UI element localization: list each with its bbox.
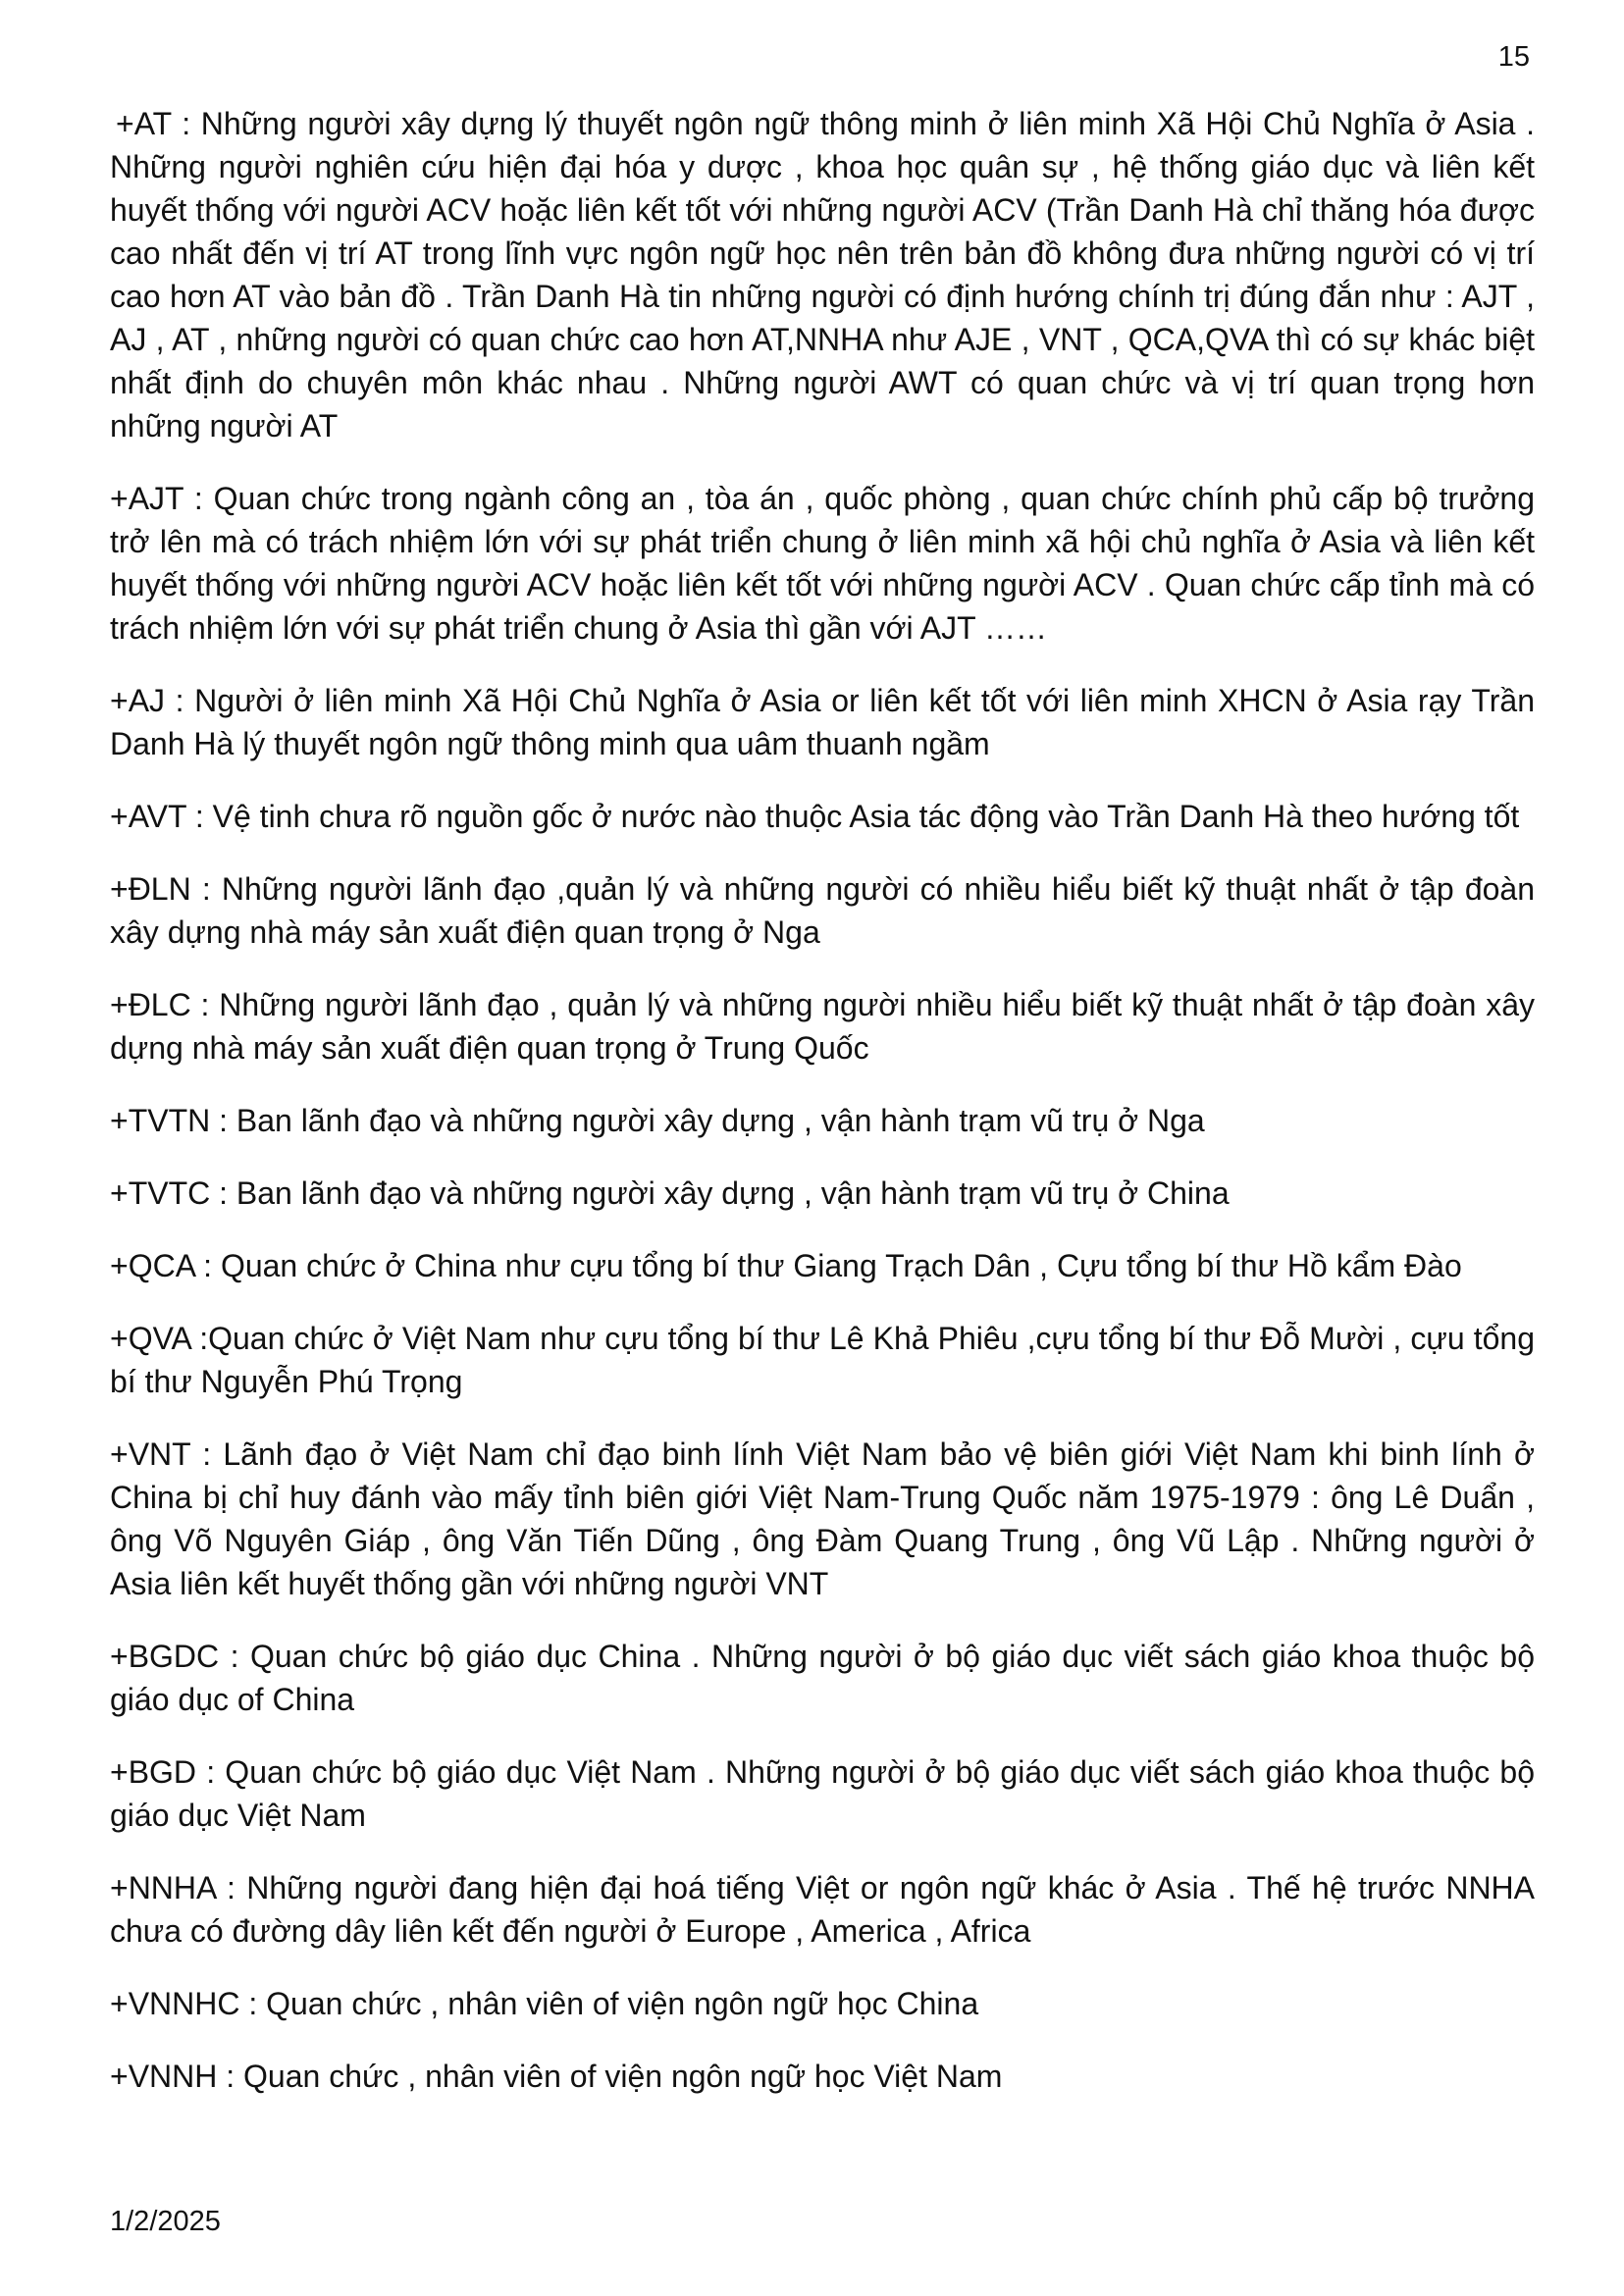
entry-bgd: +BGD : Quan chức bộ giáo dục Việt Nam . Những người ở bộ giáo dục viết sách giáo khoa thuộc bộ giáo dục Việt Nam — [110, 1754, 1535, 1833]
entry-tvtc: +TVTC : Ban lãnh đạo và những người xây dựng , vận hành trạm vũ trụ ở China — [110, 1175, 1230, 1211]
entry-qva: +QVA :Quan chức ở Việt Nam như cựu tổng bí thư Lê Khả Phiêu ,cựu tổng bí thư Đỗ Mười , cựu tổng bí thư Nguyễn Phú Trọng — [110, 1321, 1535, 1399]
entry-vnt: +VNT : Lãnh đạo ở Việt Nam chỉ đạo binh lính Việt Nam bảo vệ biên giới Việt Nam khi binh lính ở China bị chỉ huy đánh vào mấy tỉnh biên giới Việt Nam-Trung Quốc năm 1975-1979 : ông Lê Duẩn , ông Võ Nguyên Giáp , ông Văn Tiến Dũng , ông Đàm Quang Trung , ông Vũ Lập . Những người ở Asia liên kết huyết thống gần với những người VNT — [110, 1436, 1535, 1601]
footer-date: 1/2/2025 — [110, 2206, 221, 2237]
entry-dlc: +ĐLC : Những người lãnh đạo , quản lý và những người nhiều hiểu biết kỹ thuật nhất ở tập đoàn xây dựng nhà máy sản xuất điện quan trọng ở Trung Quốc — [110, 987, 1535, 1066]
entry-dln: +ĐLN : Những người lãnh đạo ,quản lý và những người có nhiều hiểu biết kỹ thuật nhất ở tập đoàn xây dựng nhà máy sản xuất điện quan trọng ở Nga — [110, 871, 1535, 950]
entry-ajt: +AJT : Quan chức trong ngành công an , tòa án , quốc phòng , quan chức chính phủ cấp bộ trưởng trở lên mà có trách nhiệm lớn với sự phát triển chung ở liên minh xã hội chủ nghĩa ở Asia và liên kết huyết thống với những người ACV hoặc liên kết tốt với những người ACV . Quan chức cấp tỉnh mà có trách nhiệm lớn với sự phát triển chung ở Asia thì gần với AJT …… — [110, 481, 1535, 646]
entry-qca: +QCA : Quan chức ở China như cựu tổng bí thư Giang Trạch Dân , Cựu tổng bí thư Hồ kẩm Đào — [110, 1248, 1462, 1283]
entry-aj: +AJ : Người ở liên minh Xã Hội Chủ Nghĩa ở Asia or liên kết tốt với liên minh XHCN ở Asia rạy Trần Danh Hà lý thuyết ngôn ngữ thông minh qua uâm thuanh ngầm — [110, 683, 1535, 761]
page-number: 15 — [1497, 41, 1530, 73]
document-body — [110, 102, 1535, 2127]
entry-bgdc: +BGDC : Quan chức bộ giáo dục China . Những người ở bộ giáo dục viết sách giáo khoa thuộc bộ giáo dục of China — [110, 1639, 1535, 1717]
entry-tvtn: +TVTN : Ban lãnh đạo và những người xây dựng , vận hành trạm vũ trụ ở Nga — [110, 1103, 1205, 1138]
entry-avt: +AVT : Vệ tinh chưa rõ nguồn gốc ở nước nào thuộc Asia tác động vào Trần Danh Hà theo hướng tốt — [110, 799, 1520, 834]
entry-nnha: +NNHA : Những người đang hiện đại hoá tiếng Việt or ngôn ngữ khác ở Asia . Thế hệ trước NNHA chưa có đường dây liên kết đến người ở Europe , America , Africa — [110, 1870, 1535, 1949]
entry-at: +AT : Những người xây dựng lý thuyết ngôn ngữ thông minh ở liên minh Xã Hội Chủ Nghĩa ở Asia . Những người nghiên cứu hiện đại hóa y dược , khoa học quân sự , hệ thống giáo dục và liên kết huyết thống với người ACV hoặc liên kết tốt với những người ACV (Trần Danh Hà chỉ thăng hóa được cao nhất đến vị trí AT trong lĩnh vực ngôn ngữ học nên trên bản đồ không đưa những người có vị trí cao hơn AT vào bản đồ . Trần Danh Hà tin những người có định hướng chính trị đúng đắn như : AJT , AJ , AT , những người có quan chức cao hơn AT,NNHA như AJE , VNT , QCA,QVA thì có sự khác biệt nhất định do chuyên môn khác nhau . Những người AWT có quan chức và vị trí quan trọng hơn những người AT — [110, 106, 1535, 444]
entry-vnnhc: +VNNHC : Quan chức , nhân viên of viện ngôn ngữ học China — [110, 1986, 979, 2021]
entry-vnnh: +VNNH : Quan chức , nhân viên of viện ngôn ngữ học Việt Nam — [110, 2059, 1003, 2094]
